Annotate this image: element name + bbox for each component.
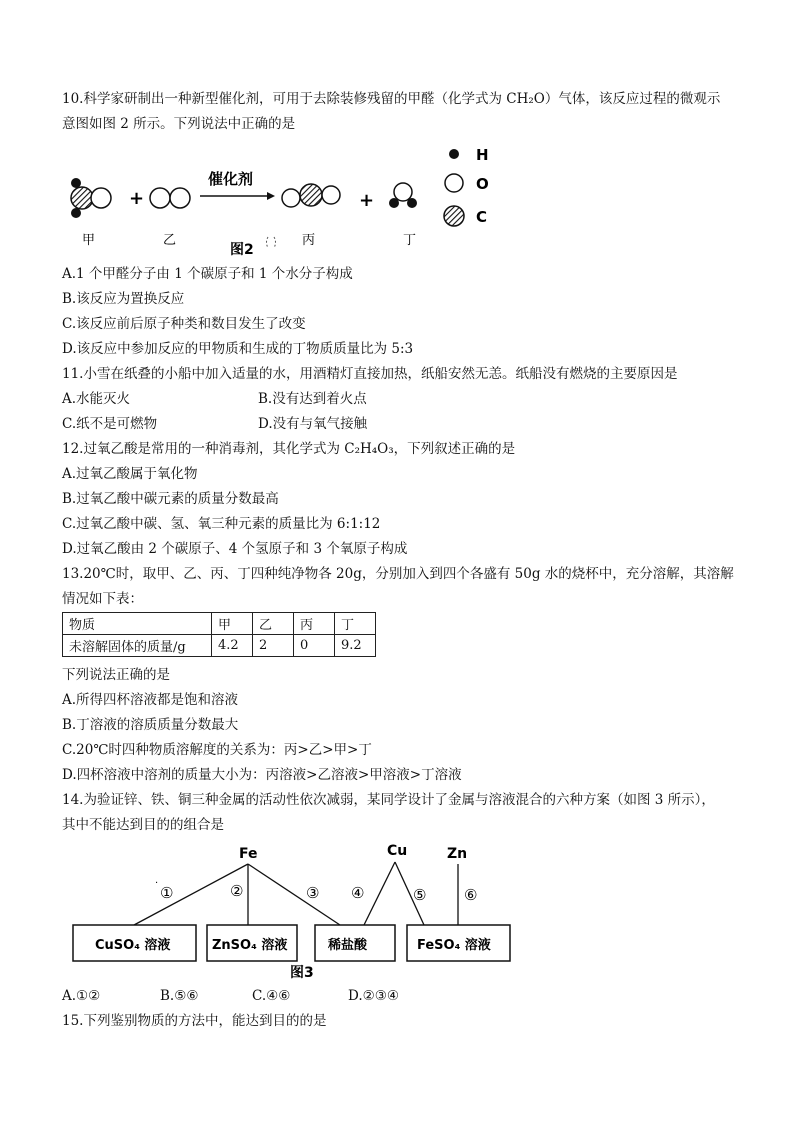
catalyst-label: 催化剂 xyxy=(208,170,254,188)
q10-option-c: C.该反应前后原子种类和数目发生了改变 xyxy=(62,316,306,332)
figure-3-caption: 图3 xyxy=(290,965,314,980)
table-cell: 乙 xyxy=(253,613,294,635)
q11-option-b: B.没有达到着火点 xyxy=(258,391,367,407)
q13-option-a: A.所得四杯溶液都是饱和溶液 xyxy=(62,692,239,708)
q14-stem-line2: 其中不能达到目的的组合是 xyxy=(62,817,224,833)
q10-option-a: A.1 个甲醛分子由 1 个碳原子和 1 个水分子构成 xyxy=(62,266,353,282)
solubility-table xyxy=(62,612,376,657)
q14-option-c: C.④⑥ xyxy=(252,988,291,1004)
solution-box-hcl xyxy=(315,925,395,961)
scheme-number-1: ① xyxy=(160,884,174,902)
metal-zn: Zn xyxy=(447,846,468,862)
q12-option-d: D.过氧乙酸由 2 个碳原子、4 个氢原子和 3 个氧原子构成 xyxy=(62,541,408,557)
stray-mark xyxy=(267,237,276,248)
plus-sign-1: + xyxy=(129,188,145,209)
scheme-number-4: ④ xyxy=(351,884,365,902)
stray-dot: · xyxy=(155,878,159,889)
q13-prompt: 下列说法正确的是 xyxy=(62,667,170,683)
q13-option-b: B.丁溶液的溶质质量分数最大 xyxy=(62,717,239,733)
q12-option-a: A.过氧乙酸属于氧化物 xyxy=(62,466,198,482)
box-label: CuSO₄ 溶液 xyxy=(95,938,171,953)
table-cell: 丙 xyxy=(294,613,335,635)
scheme-number-3: ③ xyxy=(306,884,320,902)
q11-stem: 11.小雪在纸叠的小船中加入适量的水，用酒精灯直接加热，纸船安然无恙。纸船没有燃烧的主要原因是 xyxy=(62,366,678,382)
solution-box-znso4 xyxy=(207,925,297,961)
figure-2-caption: 图2 xyxy=(230,242,254,258)
scheme-number-5: ⑤ xyxy=(413,886,427,904)
q13-stem-line2: 情况如下表： xyxy=(62,591,143,607)
label-bing: 丙 xyxy=(302,233,316,248)
table-cell: 未溶解固体的质量/g xyxy=(63,635,212,657)
box-label: ZnSO₄ 溶液 xyxy=(212,938,288,953)
molecule-yi xyxy=(150,188,190,208)
table-header-row xyxy=(63,613,376,635)
metal-cu: Cu xyxy=(387,843,408,859)
q14-stem-line1: 14.为验证锌、铁、铜三种金属的活动性依次减弱，某同学设计了金属与溶液混合的六种方案（如图 3 所示）， xyxy=(62,792,715,808)
table-cell: 物质 xyxy=(63,613,212,635)
atom-legend xyxy=(444,146,489,226)
table-cell: 2 xyxy=(253,635,294,657)
table-cell: 4.2 xyxy=(212,635,253,657)
box-label: 稀盐酸 xyxy=(328,938,368,953)
molecule-bing xyxy=(282,184,340,207)
q11-option-a: A.水能灭火 xyxy=(62,391,131,407)
scheme-number-2: ② xyxy=(230,882,244,900)
legend-h: H xyxy=(476,146,489,164)
q13-option-d: D.四杯溶液中溶剂的质量大小为：丙溶液>乙溶液>甲溶液>丁溶液 xyxy=(62,767,462,783)
q10-option-d: D.该反应中参加反应的甲物质和生成的丁物质质量比为 5:3 xyxy=(62,341,414,357)
q11-option-d: D.没有与氧气接触 xyxy=(258,416,368,432)
plus-sign-2: + xyxy=(359,190,375,211)
q10-stem-line1: 10.科学家研制出一种新型催化剂，可用于去除装修残留的甲醛（化学式为 CH₂O）气体，该反应过程的微观示 xyxy=(62,91,721,107)
molecule-jia xyxy=(71,178,111,218)
molecule-ding xyxy=(389,183,417,208)
q15-stem: 15.下列鉴别物质的方法中，能达到目的的是 xyxy=(62,1013,327,1029)
figure-3-metal-scheme xyxy=(62,838,522,980)
legend-o: O xyxy=(476,175,489,193)
label-ding: 丁 xyxy=(403,233,417,248)
table-cell: 丁 xyxy=(335,613,376,635)
box-label: FeSO₄ 溶液 xyxy=(417,938,491,953)
q10-option-b: B.该反应为置换反应 xyxy=(62,291,185,307)
q13-stem-line1: 13.20℃时，取甲、乙、丙、丁四种纯净物各 20g，分别加入到四个各盛有 50g 水的烧杯中，充分溶解，其溶解 xyxy=(62,566,734,582)
q14-option-b: B.⑤⑥ xyxy=(160,988,199,1004)
q10-stem-line2: 意图如图 2 所示。下列说法中正确的是 xyxy=(62,116,296,132)
figure-2-reaction-diagram xyxy=(62,140,502,262)
legend-c: C xyxy=(476,208,488,226)
label-yi: 乙 xyxy=(163,233,177,248)
q12-option-b: B.过氧乙酸中碳元素的质量分数最高 xyxy=(62,491,279,507)
q14-option-d: D.②③④ xyxy=(348,988,399,1004)
label-jia: 甲 xyxy=(82,233,96,248)
table-row xyxy=(63,635,376,657)
table-cell: 9.2 xyxy=(335,635,376,657)
solution-box-cuso4 xyxy=(73,925,196,961)
solution-box-feso4 xyxy=(407,925,510,961)
q13-option-c: C.20℃时四种物质溶解度的关系为：丙>乙>甲>丁 xyxy=(62,742,372,758)
reaction-arrow xyxy=(200,192,275,200)
q14-option-a: A.①② xyxy=(62,988,101,1004)
scheme-number-6: ⑥ xyxy=(464,886,478,904)
q12-option-c: C.过氧乙酸中碳、氢、氧三种元素的质量比为 6:1:12 xyxy=(62,516,381,532)
connection-lines xyxy=(134,862,458,925)
q11-option-c: C.纸不是可燃物 xyxy=(62,416,158,432)
metal-fe: Fe xyxy=(239,846,258,862)
table-cell: 甲 xyxy=(212,613,253,635)
q12-stem: 12.过氧乙酸是常用的一种消毒剂，其化学式为 C₂H₄O₃，下列叙述正确的是 xyxy=(62,441,516,457)
table-cell: 0 xyxy=(294,635,335,657)
